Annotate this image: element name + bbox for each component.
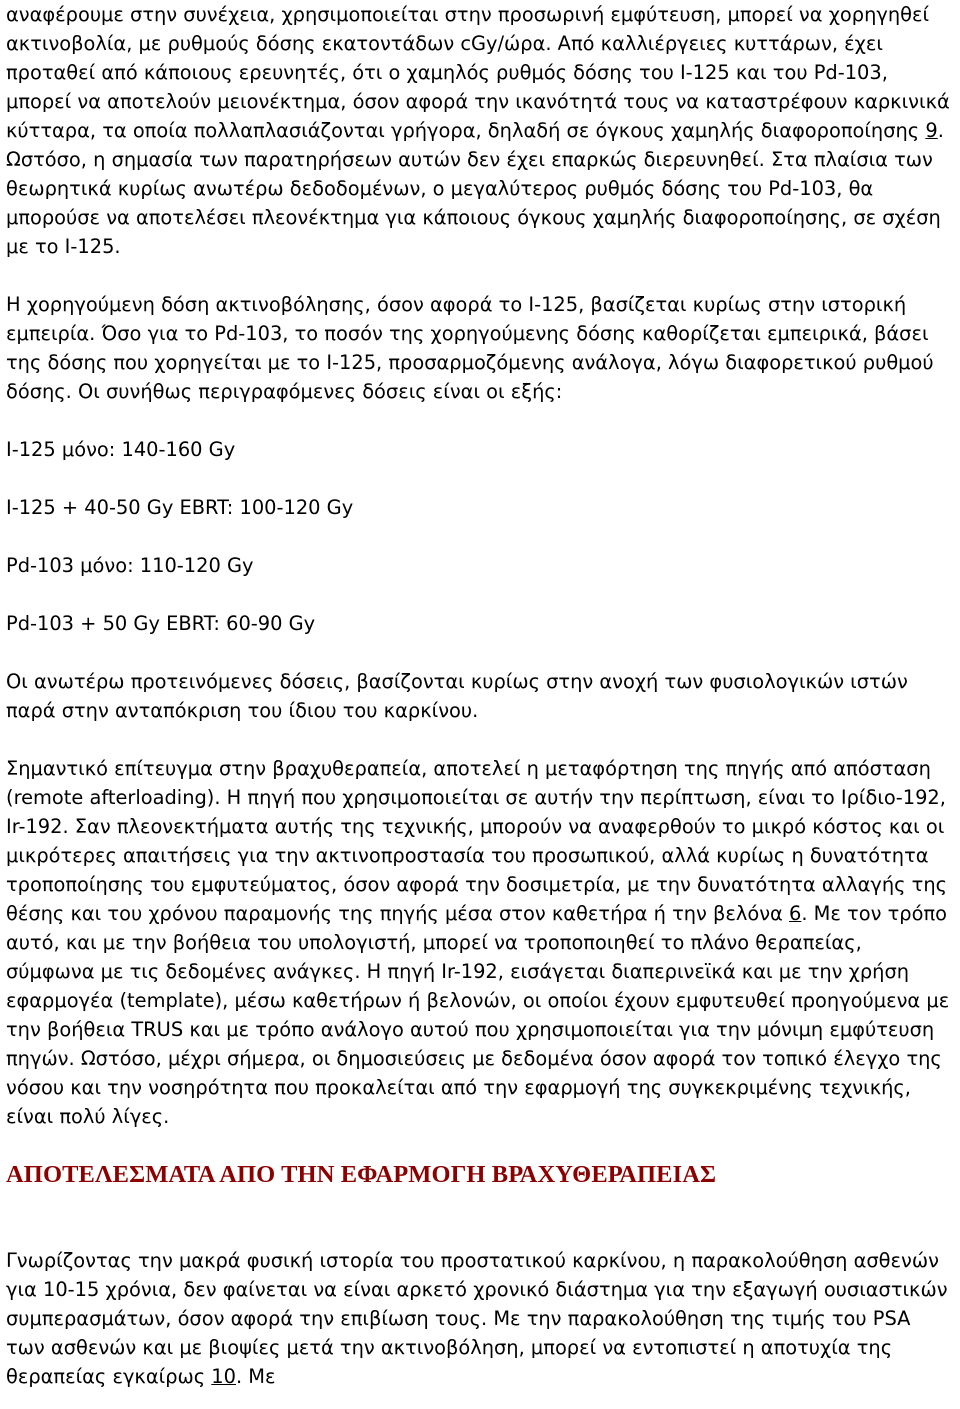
paragraph-tolerance: Οι ανωτέρω προτεινόμενες δόσεις, βασίζονται κυρίως στην ανοχή των φυσιολογικών ιστών παρά στην ανταπόκριση του ίδιου του καρκίνου. — [6, 670, 908, 722]
paragraph-dose-rate — [6, 0, 954, 261]
section-heading: ΑΠΟΤΕΛΕΣΜΑΤΑ ΑΠΟ ΤΗΝ ΕΦΑΡΜΟΓΗ ΒΡΑΧΥΘΕΡΑΠΕΙΑΣ — [6, 1161, 717, 1188]
reference-link[interactable]: 6 — [789, 902, 802, 925]
paragraph-text: Γνωρίζοντας την μακρά φυσική ιστορία του προστατικού καρκίνου, η παρακολούθηση ασθενών για 10-15 χρόνια, δεν φαίνεται να είναι αρκετό χρονικό διάστημα για την εξαγωγή ουσιαστικών συμπερασμάτων, όσον αφορά την επιβίωση τους. Με την παρακολούθηση της τιμής του PSA των ασθενών και με βιοψίες μετά την ακτινοβόληση, μπορεί να εντοπιστεί η αποτυχία της θεραπείας εγκαίρως — [6, 1249, 948, 1388]
paragraph-remote-afterloading — [6, 754, 954, 1131]
reference-link[interactable]: 9 — [925, 119, 938, 142]
paragraph-text: . Με τον τρόπο αυτό, και με την βοήθεια του υπολογιστή, μπορεί να τροποποιηθεί το πλάνο θεραπείας, σύμφωνα με τις δεδομένες ανάγκες. Η πηγή Ir-192, εισάγεται διαπερινεϊκά και με την χρήση εφαρμογέα (template), μέσω καθετήρων ή βελονών, οι οποίοι έχουν εμφυτευθεί προηγούμενα με την βοήθεια TRUS και με τρόπο ανάλογο αυτού που χρησιμοποιείται για την μόνιμη εμφύτευση πηγών. Ωστόσο, μέχρι σήμερα, οι δημοσιεύσεις με δεδομένα όσον αφορά τον τοπικό έλεγχο της νόσου και την νοσηρότητα που προκαλείται από την εφαρμογή της συγκεκριμένης τεχνικής, είναι πολύ λίγες. — [6, 902, 950, 1128]
paragraph-text: . Ωστόσο, η σημασία των παρατηρήσεων αυτών δεν έχει επαρκώς διερευνηθεί. Στα πλαίσια των θεωρητικά κυρίως ανωτέρω δεδοδομένων, ο μεγαλύτερος ρυθμός δόσης του Pd-103, θα μπορούσε να αποτελέσει πλεονέκτημα για κάποιους όγκους χαμηλής διαφοροποίησης, σε σχέση με το I-125. — [6, 119, 944, 258]
paragraph-text: . Με — [235, 1365, 276, 1388]
document-page — [6, 0, 954, 1391]
dose-item: I-125 μόνο: 140-160 Gy — [6, 438, 236, 461]
dose-item: Pd-103 μόνο: 110-120 Gy — [6, 554, 254, 577]
reference-link[interactable]: 10 — [211, 1365, 236, 1388]
dose-item: Pd-103 + 50 Gy EBRT: 60-90 Gy — [6, 612, 316, 635]
dose-item: I-125 + 40-50 Gy EBRT: 100-120 Gy — [6, 496, 354, 519]
paragraph-text: αναφέρουμε στην συνέχεια, χρησιμοποιείται στην προσωρινή εμφύτευση, μπορεί να χορηγηθεί ακτινοβολία, με ρυθμούς δόσης εκατοντάδων cGy/ώρα. Από καλλιέργειες κυττάρων, έχει προταθεί από κάποιους ερευνητές, ότι ο χαμηλός ρυθμός δόσης του I-125 και του Pd-103, μπορεί να αποτελούν μειονέκτημα, όσον αφορά την ικανότητά τους να καταστρέφουν καρκινικά κύτταρα, τα οποία πολλαπλασιάζονται γρήγορα, δηλαδή σε όγκους χαμηλής διαφοροποίησης — [6, 3, 950, 142]
paragraph-results — [6, 1246, 954, 1391]
paragraph-dose-basis: Η χορηγούμενη δόση ακτινοβόλησης, όσον αφορά το I-125, βασίζεται κυρίως στην ιστορική εμπειρία. Όσο για το Pd-103, το ποσόν της χορηγούμενης δόσης καθορίζεται εμπειρικά, βάσει της δόσης που χορηγείται με το I-125, προσαρμοζόμενης ανάλογα, λόγω διαφορετικού ρυθμού δόσης. Οι συνήθως περιγραφόμενες δόσεις είναι οι εξής: — [6, 293, 934, 403]
paragraph-text: Σημαντικό επίτευγμα στην βραχυθεραπεία, αποτελεί η μεταφόρτηση της πηγής από απόσταση (remote afterloading). Η πηγή που χρησιμοποιείται σε αυτήν την περίπτωση, είναι το Ιρίδιο-192, Ir-192. Σαν πλεονεκτήματα αυτής της τεχνικής, μπορούν να αναφερθούν το μικρό κόστος και οι μικρότερες απαιτήσεις για την ακτινοπροστασία του προσωπικού, αλλά κυρίως η δυνατότητα τροποποίησης του εμφυτεύματος, όσον αφορά την δοσιμετρία, με την δυνατότητα αλλαγής της θέσης και του χρόνου παραμονής της πηγής μέσα στον καθετήρα ή την βελόνα — [6, 757, 948, 925]
